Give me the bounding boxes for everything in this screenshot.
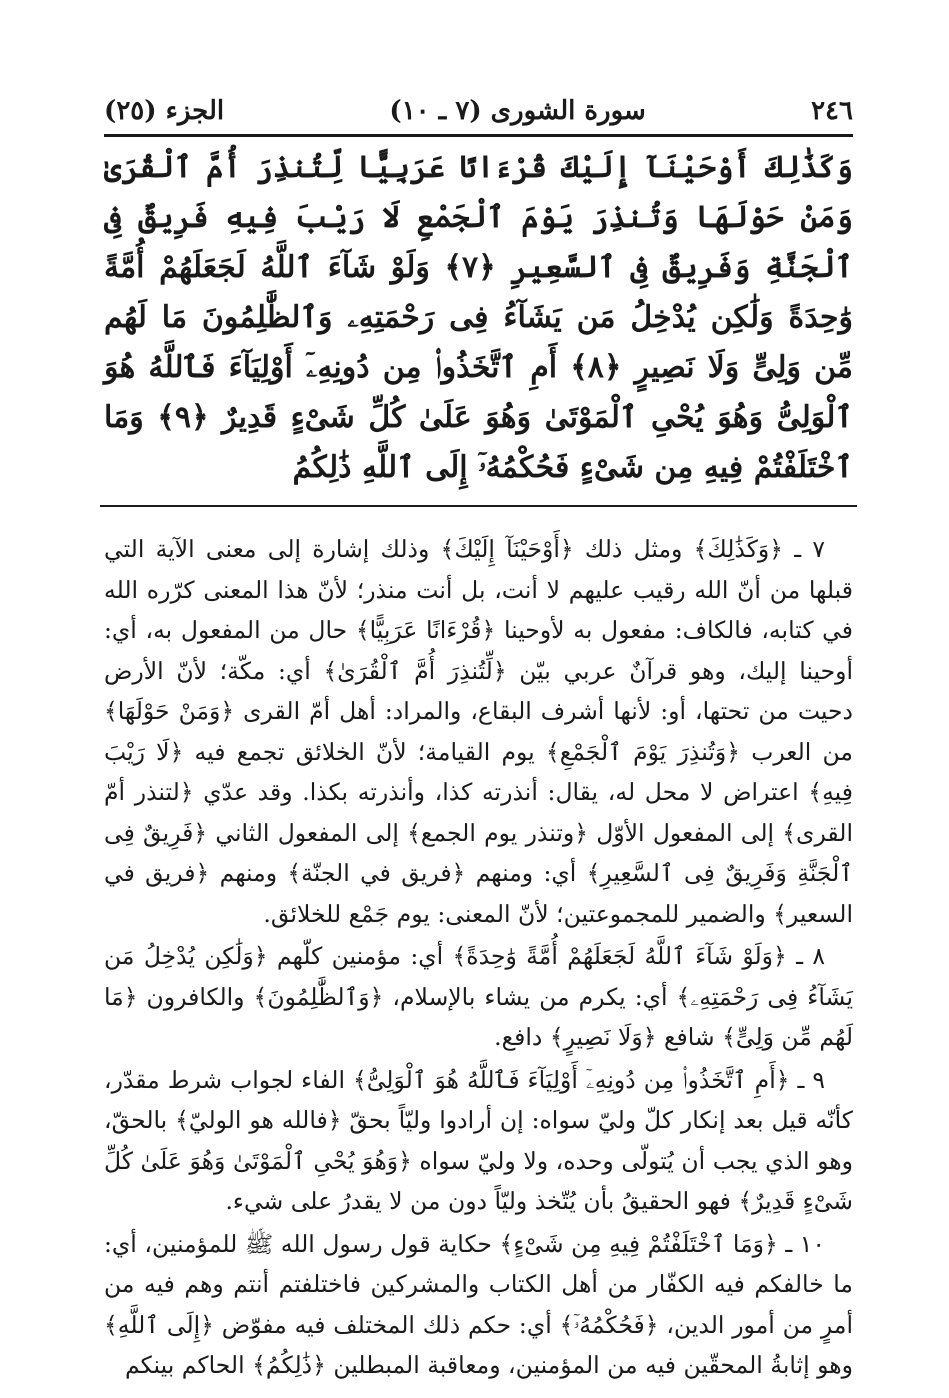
page-header [104, 88, 853, 134]
page-number: ٢٤٦ [811, 96, 853, 126]
tafsir-paragraph-verse-10: ١٠ ـ ﴿وَمَا ٱخْتَلَفْتُمْ فِيهِ مِن شَىْءٍ﴾ حكاية قول رسول الله ﷺ للمؤمنين، أي: ما خالفكم فيه الكفّار من أهل الكتاب والمشركين فاختلفتم أنتم وهم فيه من أمرٍ من أمور الدين، ﴿فَحُكْمُهُۥٓ﴾ أي: حكم ذلك المختلف فيه مفوّض ﴿إِلَى ٱللَّهِ﴾ وهو إثابةُ المحقّين فيه من المؤمنين، ومعاقبة المبطلين ﴿ذَٰلِكُمُ﴾ الحاكم بينكم [104, 1229, 853, 1379]
tafsir-paragraph-verse-9: ٩ ـ ﴿أَمِ ٱتَّخَذُوا۟ مِن دُونِهِۦٓ أَوْلِيَآءَ فَٱللَّهُ هُوَ ٱلْوَلِىُّ﴾ الفاء لجواب شرط مقدّر، كأنّه قيل بعد إنكار كلّ وليّ سواه: إن أرادوا وليّاً بحقّ ﴿فالله هو الوليّ﴾ بالحقّ، وهو الذي يجب أن يُتولّى وحده، ولا وليّ سواه ﴿وَهُوَ يُحْىِ ٱلْمَوْتَىٰ وَهُوَ عَلَىٰ كُلِّ شَىْءٍ قَدِيرٌ﴾ فهو الحقيقُ بأن يُتّخذ وليّاً دون من لا يقدرُ على شيء. [104, 1065, 853, 1215]
quran-verses: وَكَذَٰلِكَ أَوْحَيْنَآ إِلَيْكَ قُرْءَانًا عَرَبِيًّا لِّتُنذِرَ أُمَّ ٱلْقُرَىٰ وَمَنْ حَوْلَهَا وَتُنذِرَ يَوْمَ ٱلْجَمْعِ لَا رَيْبَ فِيهِ فَرِيقٌ فِى ٱلْجَنَّةِ وَفَرِيقٌ فِى ٱلسَّعِيرِ ﴿٧﴾ وَلَوْ شَآءَ ٱللَّهُ لَجَعَلَهُمْ أُمَّةً وَٰحِدَةً وَلَٰكِن يُدْخِلُ مَن يَشَآءُ فِى رَحْمَتِهِۦ وَٱلظَّٰلِمُونَ مَا لَهُم مِّن وَلِىٍّ وَلَا نَصِيرٍ ﴿٨﴾ أَمِ ٱتَّخَذُوا۟ مِن دُونِهِۦٓ أَوْلِيَآءَ فَٱللَّهُ هُوَ ٱلْوَلِىُّ وَهُوَ يُحْىِ ٱلْمَوْتَىٰ وَهُوَ عَلَىٰ كُلِّ شَىْءٍ قَدِيرٌ ﴿٩﴾ وَمَا ٱخْتَلَفْتُمْ فِيهِ مِن شَىْءٍ فَحُكْمُهُۥٓ إِلَى ٱللَّهِ ذَٰلِكُمُ [104, 150, 853, 485]
verses-divider [100, 505, 857, 507]
surah-title: سورة الشورى (٧ ـ ١٠) [389, 96, 646, 126]
tafsir-commentary [104, 529, 853, 1386]
tafsir-paragraph-verse-7: ٧ ـ ﴿وَكَذَٰلِكَ﴾ ومثل ذلك ﴿أَوْحَيْنَآ إِلَيْكَ﴾ وذلك إشارة إلى معنى الآية التي قبلها من أنّ الله رقيب عليهم لا أنت، بل أنت منذر؛ لأنّ هذا المعنى كرّره الله في كتابه، فالكاف: مفعول به لأوحينا ﴿قُرْءَانًا عَرَبِيًّا﴾ حال من المفعول به، أي: أوحينا إليك، وهو قرآنٌ عربي بيّن ﴿لِّتُنذِرَ أُمَّ ٱلْقُرَىٰ﴾ أي: مكّة؛ لأنّ الأرض دحيت من تحتها، أو: لأنها أشرف البقاع، والمراد: أهل أمّ القرى ﴿وَمَنْ حَوْلَهَا﴾ من العرب ﴿وَتُنذِرَ يَوْمَ ٱلْجَمْعِ﴾ يوم القيامة؛ لأنّ الخلائق تجمع فيه ﴿لَا رَيْبَ فِيهِ﴾ اعتراض لا محل له، يقال: أنذرته كذا، وأنذرته بكذا. وقد عدّي ﴿لتنذر أمّ القرى﴾ إلى المفعول الأوّل ﴿وتنذر يوم الجمع﴾ إلى المفعول الثاني ﴿فَرِيقٌ فِى ٱلْجَنَّةِ وَفَرِيقٌ فِى ٱلسَّعِيرِ﴾ أي: ومنهم ﴿فريق في الجنّة﴾ ومنهم ﴿فريق في السعير﴾ والضمير للمجموعتين؛ لأنّ المعنى: يوم جَمْع للخلائق. [104, 535, 853, 928]
tafsir-paragraph-verse-8: ٨ ـ ﴿وَلَوْ شَآءَ ٱللَّهُ لَجَعَلَهُمْ أُمَّةً وَٰحِدَةً﴾ أي: مؤمنين كلّهم ﴿وَلَٰكِن يُدْخِلُ مَن يَشَآءُ فِى رَحْمَتِهِۦ﴾ أي: يكرم من يشاء بالإسلام، ﴿وَٱلظَّٰلِمُونَ﴾ والكافرون ﴿مَا لَهُم مِّن وَلِىٍّ﴾ شافع ﴿وَلَا نَصِيرٍ﴾ دافع. [104, 942, 853, 1051]
juz-label: الجزء (٢٥) [104, 96, 225, 126]
header-divider [104, 134, 853, 137]
